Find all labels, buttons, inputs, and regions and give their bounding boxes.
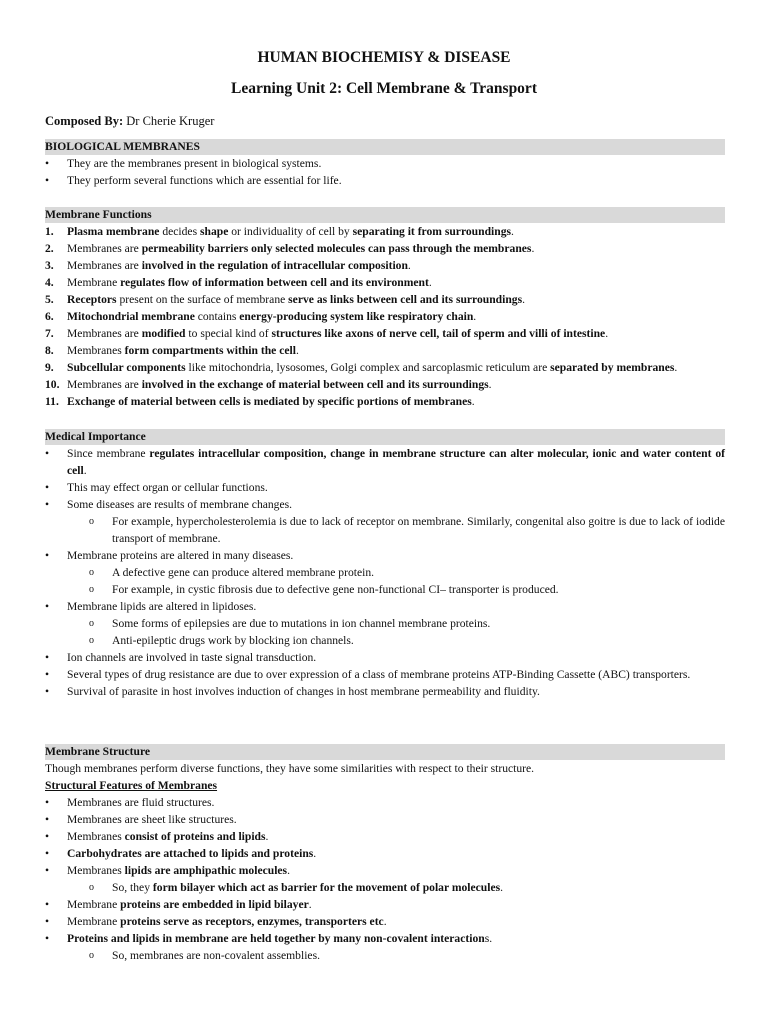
list-item — [45, 794, 725, 811]
document-title: HUMAN BIOCHEMISY & DISEASE — [257, 49, 511, 66]
list-item — [45, 930, 725, 947]
sub-list-item — [45, 564, 725, 581]
membrane-structure-section — [45, 744, 725, 964]
list-item: • They perform several functions which are essential for life. — [45, 172, 725, 189]
text-run: . — [674, 361, 678, 374]
structure-list — [45, 794, 725, 964]
text-run: to special kind of — [185, 327, 272, 340]
bold-text: proteins are embedded in lipid bilayer — [120, 898, 309, 911]
list-item: • They are the membranes present in biological systems. — [45, 155, 725, 172]
list-item — [45, 598, 725, 615]
membrane-functions-section — [45, 207, 725, 410]
text-run: Anti-epileptic drugs work by blocking ion channels. — [112, 634, 354, 647]
text-run: . — [265, 830, 269, 843]
sub-list-item — [45, 615, 725, 632]
list-number: 11. — [45, 395, 59, 408]
text-run: Membrane — [67, 898, 121, 911]
text-run: Membranes are — [67, 327, 142, 340]
text-run: Several types of drug resistance are due to over expression of a class of membrane proteins ATP-Binding Cassette (ABC) transporters. — [67, 668, 691, 681]
list-item — [45, 445, 725, 479]
list-item — [45, 845, 725, 862]
list-item — [45, 291, 725, 308]
text-run: Some diseases are results of membrane changes. — [67, 498, 293, 511]
list-item — [45, 223, 725, 240]
text-run: . — [428, 276, 432, 289]
text-run: So, membranes are non-covalent assemblies. — [112, 949, 320, 962]
document-subtitle: Learning Unit 2: Cell Membrane & Transport — [231, 80, 537, 97]
list-item — [45, 393, 725, 410]
list-item — [45, 257, 725, 274]
bold-text: energy-producing system like respiratory chain — [239, 310, 474, 323]
medical-importance-section — [45, 429, 725, 700]
list-number: 6. — [45, 310, 54, 323]
bold-text: consist of proteins and lipids — [124, 830, 266, 843]
text-run: Membranes — [67, 864, 125, 877]
text-run: . — [522, 293, 526, 306]
bold-text: Proteins and lipids in membrane are held together by many non-covalent interaction — [67, 932, 485, 945]
list-number: 8. — [45, 344, 54, 357]
bold-text: Subcellular components — [67, 361, 186, 374]
text-run: Membranes — [67, 344, 125, 357]
text-run: Ion channels are involved in taste signal transduction. — [67, 651, 317, 664]
bold-text: lipids are amphipathic molecules — [124, 864, 288, 877]
text-run: . — [313, 847, 317, 860]
list-number: 2. — [45, 242, 54, 255]
text-run: Some forms of epilepsies are due to mutations in ion channel membrane proteins. — [112, 617, 491, 630]
text-run: . — [383, 915, 387, 928]
sub-list-item — [45, 513, 725, 547]
list-number: 1. — [45, 225, 54, 238]
list-number: 4. — [45, 276, 54, 289]
sub-list-item — [45, 581, 725, 598]
text-run: . — [531, 242, 535, 255]
text-run: Membranes — [67, 830, 125, 843]
bold-text: separated by membranes — [550, 361, 675, 374]
list-item — [45, 376, 725, 393]
bold-text: form compartments within the cell — [124, 344, 296, 357]
list-item — [45, 649, 725, 666]
text-run: Membrane — [67, 276, 121, 289]
bold-text: Carbohydrates are attached to lipids and proteins — [67, 847, 314, 860]
list-item — [45, 811, 725, 828]
membrane-functions-heading: Membrane Functions — [45, 207, 725, 223]
sub-list-item — [45, 947, 725, 964]
bold-text: structures like axons of nerve cell, tail of sperm and villi of intestine — [271, 327, 606, 340]
text-run: . — [511, 225, 514, 238]
text-run: Membranes are fluid structures. — [67, 796, 215, 809]
text-run: . — [500, 881, 504, 894]
text-run: s. — [484, 932, 493, 945]
text-run: present on the surface of membrane — [116, 293, 289, 306]
text-run: For example, hypercholesterolemia is due to lack of receptor on membrane. Similarly, congenital also goitre is due to lack of iodide transport of membrane. — [112, 515, 725, 545]
list-item — [45, 666, 725, 683]
bold-text: Plasma membrane — [67, 225, 160, 238]
text-run: . — [308, 898, 312, 911]
text-run: Since membrane — [67, 447, 150, 460]
text-run: Membranes are — [67, 259, 142, 272]
list-number: 10. — [45, 378, 60, 391]
text-run: Membrane lipids are altered in lipidoses. — [67, 600, 257, 613]
list-item — [45, 683, 725, 700]
text-run: So, they — [112, 881, 153, 894]
list-number: 9. — [45, 361, 54, 374]
bold-text: Mitochondrial membrane — [67, 310, 195, 323]
bold-text: involved in the exchange of material between cell and its surroundings — [141, 378, 489, 391]
text-run: or individuality of cell by — [228, 225, 353, 238]
bold-text: serve as links between cell and its surroundings — [288, 293, 523, 306]
text-run: Membranes are sheet like structures. — [67, 813, 237, 826]
membrane-structure-heading: Membrane Structure — [45, 744, 725, 760]
bold-text: separating it from surroundings — [352, 225, 512, 238]
text-run: A defective gene can produce altered membrane protein. — [112, 566, 375, 579]
list-item — [45, 342, 725, 359]
list-item — [45, 896, 725, 913]
author-line — [45, 113, 214, 130]
bold-text: Receptors — [67, 293, 117, 306]
list-item — [45, 479, 725, 496]
author-name: Dr Cherie Kruger — [123, 114, 215, 128]
text-run: . — [287, 864, 290, 877]
text-run: . — [295, 344, 299, 357]
bold-text: shape — [199, 225, 229, 238]
bold-text: Exchange of material between cells is mediated by specific portions of membranes — [67, 395, 472, 408]
text-run: Survival of parasite in host involves induction of changes in host membrane permeability and fluidity. — [67, 685, 540, 698]
list-item — [45, 547, 725, 564]
list-number: 7. — [45, 327, 54, 340]
list-item — [45, 240, 725, 257]
text-run: decides — [159, 225, 200, 238]
sub-list-item — [45, 879, 725, 896]
list-item — [45, 496, 725, 513]
biological-membranes-heading: BIOLOGICAL MEMBRANES — [45, 139, 725, 155]
text-run: like mitochondria, lysosomes, Golgi complex and sarcoplasmic reticulum are — [185, 361, 551, 374]
text-run: . — [407, 259, 411, 272]
list-number: 5. — [45, 293, 54, 306]
text-run: contains — [194, 310, 240, 323]
medical-importance-heading: Medical Importance — [45, 429, 725, 445]
structure-intro: Though membranes perform diverse functions, they have some similarities with respect to their structure. — [45, 762, 535, 775]
bold-text: regulates intracellular composition, change in membrane structure can alter molecular, ionic and water content of cell — [67, 447, 725, 477]
text-run: Membranes are — [67, 242, 142, 255]
bold-text: permeability barriers only selected molecules can pass through the membranes — [141, 242, 532, 255]
list-item — [45, 913, 725, 930]
list-number: 3. — [45, 259, 54, 272]
text-run: . — [473, 310, 477, 323]
bold-text: regulates flow of information between cell and its environment — [120, 276, 429, 289]
text-run: Membranes are — [67, 378, 142, 391]
list-item — [45, 308, 725, 325]
list-item — [45, 862, 725, 879]
text-run: For example, in cystic fibrosis due to defective gene non-functional CI– transporter is produced. — [112, 583, 559, 596]
text-run: This may effect organ or cellular functions. — [67, 481, 268, 494]
text-run: Membrane — [67, 915, 121, 928]
list-item — [45, 325, 725, 342]
bold-text: involved in the regulation of intracellular composition — [141, 259, 408, 272]
sub-list-item — [45, 632, 725, 649]
functions-list — [45, 223, 725, 410]
bold-text: proteins serve as receptors, enzymes, transporters etc — [120, 915, 384, 928]
text-run: . — [83, 464, 87, 477]
text-run: . — [605, 327, 609, 340]
author-label: Composed By: — [45, 114, 124, 128]
list-item — [45, 828, 725, 845]
biological-membranes-section — [45, 139, 725, 189]
bold-text: form bilayer which act as barrier for the movement of polar molecules — [152, 881, 501, 894]
list-item — [45, 359, 725, 376]
medical-list — [45, 445, 725, 700]
structural-features-heading: Structural Features of Membranes — [45, 779, 218, 792]
bold-text: modified — [141, 327, 186, 340]
text-run: . — [471, 395, 475, 408]
list-item — [45, 274, 725, 291]
text-run: . — [488, 378, 492, 391]
text-run: Membrane proteins are altered in many diseases. — [67, 549, 294, 562]
